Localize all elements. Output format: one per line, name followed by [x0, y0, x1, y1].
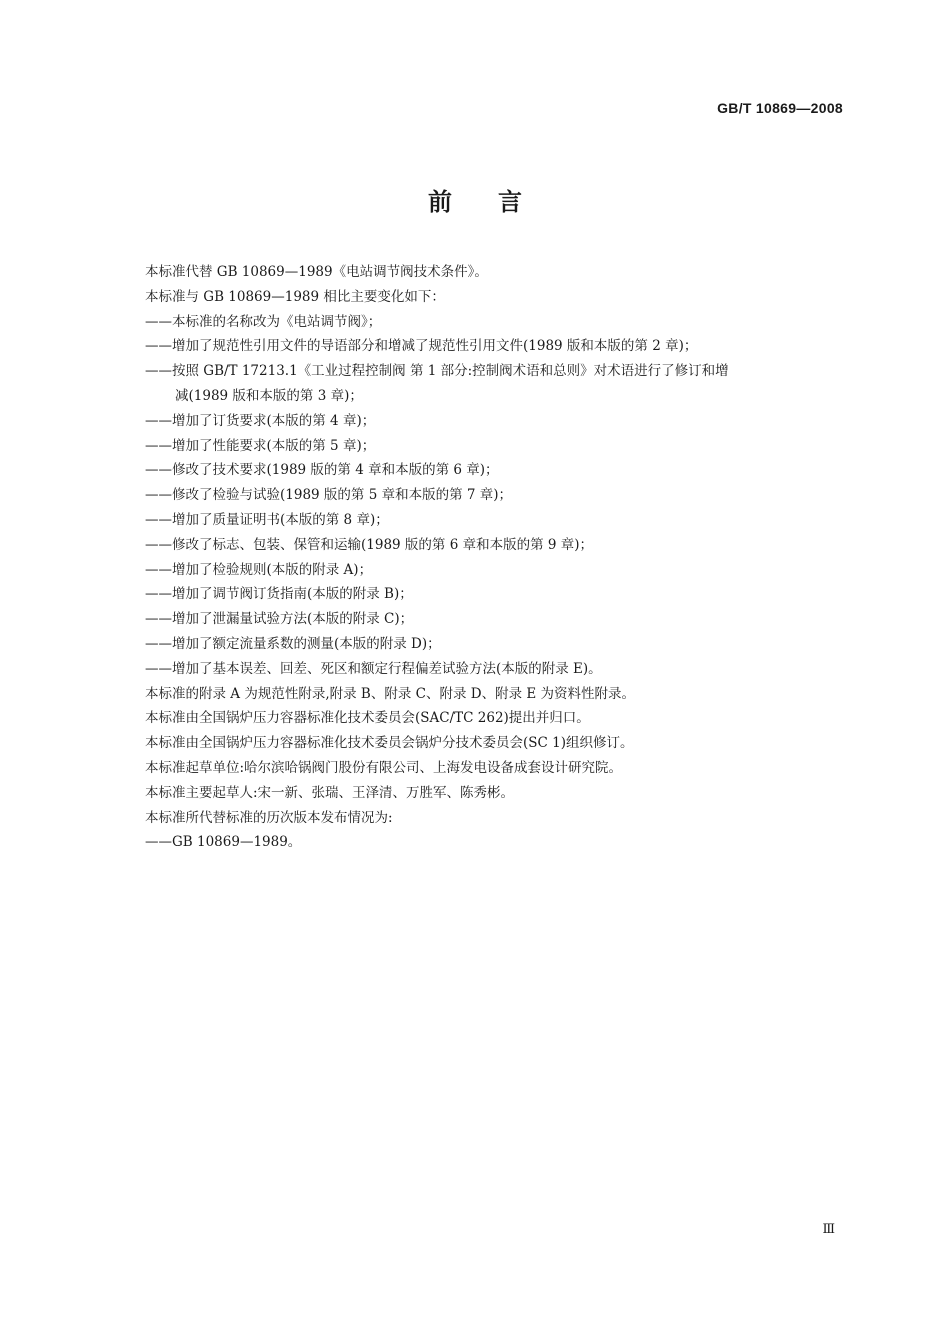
page-title: 前言	[428, 188, 568, 216]
paragraph-line: 本标准主要起草人:宋一新、张瑞、王泽清、万胜军、陈秀彬。	[145, 784, 515, 801]
paragraph-line: 本标准的附录 A 为规范性附录,附录 B、附录 C、附录 D、附录 E 为资料性附录。	[145, 685, 636, 702]
change-item: ——增加了性能要求(本版的第 5 章)；	[145, 437, 376, 454]
change-item: ——增加了质量证明书(本版的第 8 章)；	[145, 511, 389, 528]
change-item: ——按照 GB/T 17213.1《工业过程控制阀 第 1 部分:控制阀术语和总则》对术语进行了修订和增	[145, 363, 729, 380]
change-item: ——增加了额定流量系数的测量(本版的附录 D)；	[145, 635, 441, 652]
change-item: ——本标准的名称改为《电站调节阀》；	[145, 313, 382, 330]
paragraph-line: 本标准由全国锅炉压力容器标准化技术委员会锅炉分技术委员会(SC 1)组织修订。	[145, 735, 634, 752]
page-number: Ⅲ	[822, 1222, 835, 1237]
change-item: ——GB 10869—1989。	[145, 834, 302, 851]
change-item: ——修改了标志、包装、保管和运输(1989 版的第 6 章和本版的第 9 章)；	[145, 536, 594, 553]
standard-number: GB/T 10869—2008	[717, 100, 843, 116]
change-item: ——增加了订货要求(本版的第 4 章)；	[145, 412, 376, 429]
paragraph-line: 本标准由全国锅炉压力容器标准化技术委员会(SAC/TC 262)提出并归口。	[145, 710, 590, 727]
paragraph-line: 本标准与 GB 10869—1989 相比主要变化如下：	[145, 288, 445, 305]
paragraph-line: 本标准所代替标准的历次版本发布情况为:	[145, 809, 393, 826]
change-item: ——增加了规范性引用文件的导语部分和增减了规范性引用文件(1989 版和本版的第 2 章)；	[145, 338, 698, 355]
change-item: ——增加了泄漏量试验方法(本版的附录 C)；	[145, 611, 414, 628]
change-item-continuation: 减(1989 版和本版的第 3 章)；	[175, 387, 363, 404]
paragraph-line: 本标准起草单位:哈尔滨哈锅阀门股份有限公司、上海发电设备成套设计研究院。	[145, 759, 623, 776]
paragraph-line: 本标准代替 GB 10869—1989《电站调节阀技术条件》。	[145, 264, 488, 280]
change-item: ——增加了基本误差、回差、死区和额定行程偏差试验方法(本版的附录 E)。	[145, 660, 602, 677]
foreword-body	[145, 260, 845, 855]
change-item: ——修改了技术要求(1989 版的第 4 章和本版的第 6 章)；	[145, 462, 499, 479]
change-item: ——增加了检验规则(本版的附录 A)；	[145, 561, 373, 578]
change-item: ——修改了检验与试验(1989 版的第 5 章和本版的第 7 章)；	[145, 487, 513, 504]
change-item: ——增加了调节阀订货指南(本版的附录 B)；	[145, 586, 413, 603]
